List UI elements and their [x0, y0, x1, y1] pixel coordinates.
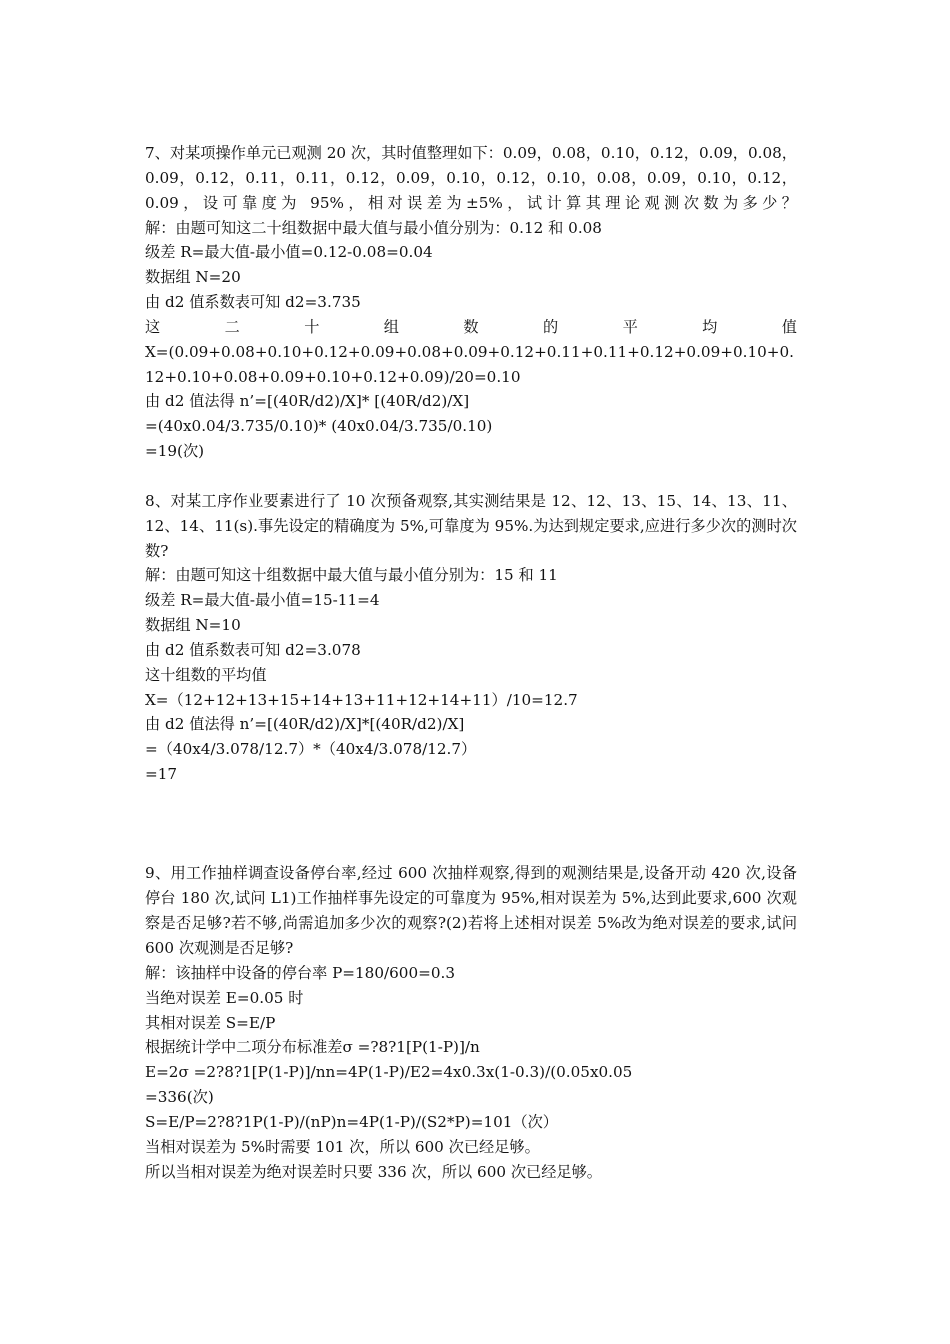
question-8-text: 8、对某工序作业要素进行了 10 次预备观察,其实测结果是 12、12、13、15、14、13、11、12、14、11(s).事先设定的精确度为 5%,可靠度为 95%.为达到规定要求,应进行多少次的测时次数?: [145, 491, 797, 560]
q9-solution-line-2: 当绝对误差 E=0.05 时: [145, 988, 304, 1007]
q7-solution-line-4: 由 d2 值系数表可知 d2=3.735: [145, 293, 361, 312]
q9-solution-line-7: S=E/P=2?8?1P(1-P)/(nP)n=4P(1-P)/(S2*P)=101（次）: [145, 1112, 558, 1131]
spacer: [145, 787, 797, 862]
q7-mean-char: 平: [622, 317, 638, 336]
q7-mean-char: 的: [542, 317, 559, 336]
q7-solution-line-3: 数据组 N=20: [145, 268, 241, 287]
q9-solution-line-8: 当相对误差为 5%时需要 101 次，所以 600 次已经足够。: [145, 1137, 540, 1156]
q7-mean-heading: [145, 315, 797, 340]
q8-solution-line-7: 由 d2 值法得 n’=[(40R/d2)/X]*[(40R/d2)/X]: [145, 715, 465, 734]
q8-solution-line-1: 解：由题可知这十组数据中最大值与最小值分别为：15 和 11: [145, 566, 558, 585]
q7-mean-formula: X=(0.09+0.08+0.10+0.12+0.09+0.08+0.09+0.12+0.11+0.11+0.12+0.09+0.10+0.12+0.10+0.08+0.09+0.10+0.12+0.09)/20=0.10: [145, 342, 794, 386]
q7-solution2-line-2: =(40x0.04/3.735/0.10)* (40x0.04/3.735/0.10): [145, 417, 493, 436]
q7-mean-char: 二: [224, 317, 240, 336]
q9-solution-line-9: 所以当相对误差为绝对误差时只要 336 次，所以 600 次已经足够。: [145, 1162, 602, 1181]
spacer: [145, 464, 797, 489]
q8-solution-line-4: 由 d2 值系数表可知 d2=3.078: [145, 640, 361, 659]
q7-solution2-line-1: 由 d2 值法得 n’=[(40R/d2)/X]* [(40R/d2)/X]: [145, 392, 470, 411]
q7-mean-char: 数: [463, 317, 479, 336]
document-body: [145, 141, 797, 1184]
q7-mean-char: 均: [702, 317, 718, 336]
q8-solution-line-2: 级差 R=最大值-最小值=15-11=4: [145, 591, 380, 610]
q9-solution-line-5: E=2σ =2?8?1[P(1-P)]/nn=4P(1-P)/E2=4x0.3x(1-0.3)/(0.05x0.05: [145, 1063, 633, 1082]
q7-solution2-line-3: =19(次): [145, 442, 205, 461]
question-9-text: 9、用工作抽样调查设备停台率,经过 600 次抽样观察,得到的观测结果是,设备开动 420 次,设备停台 180 次,试问 L1)工作抽样事先设定的可靠度为 95%,相对误差为 5%,达到此要求,600 次观察是否足够?若不够,尚需追加多少次的观察?(2)若将上述相对误差 5%改为绝对误差的要求,试问 600 次观测是否足够?: [145, 864, 797, 957]
q7-mean-char: 这: [145, 317, 161, 336]
q8-solution-line-8: =（40x4/3.078/12.7）*（40x4/3.078/12.7）: [145, 740, 477, 759]
q8-solution-line-9: =17: [145, 765, 178, 784]
question-7-text: 7、对某项操作单元已观测 20 次，其时值整理如下：0.09，0.08，0.10，0.12，0.09，0.08，0.09，0.12，0.11，0.11，0.12，0.09，0.10，0.12，0.10，0.08，0.09，0.10，0.12，0.09，设可靠度为 95%，相对误差为±5%，试计算其理论观测次数为多少？: [145, 144, 797, 212]
q9-solution-line-6: =336(次): [145, 1088, 214, 1107]
q8-solution-line-3: 数据组 N=10: [145, 616, 241, 635]
q9-solution-line-4: 根据统计学中二项分布标准差σ =?8?1[P(1-P)]/n: [145, 1038, 480, 1057]
q9-solution-line-1: 解：该抽样中设备的停台率 P=180/600=0.3: [145, 963, 455, 982]
q8-solution-line-6: X=（12+12+13+15+14+13+11+12+14+11）/10=12.7: [145, 690, 578, 709]
q7-mean-char: 组: [383, 317, 399, 336]
q7-solution-line-1: 解：由题可知这二十组数据中最大值与最小值分别为：0.12 和 0.08: [145, 218, 602, 237]
q7-mean-char: 值: [781, 317, 797, 336]
q7-mean-char: 十: [304, 317, 320, 336]
q9-solution-line-3: 其相对误差 S=E/P: [145, 1013, 276, 1032]
q7-solution-line-2: 级差 R=最大值-最小值=0.12-0.08=0.04: [145, 243, 433, 262]
q8-solution-line-5: 这十组数的平均值: [145, 665, 267, 684]
